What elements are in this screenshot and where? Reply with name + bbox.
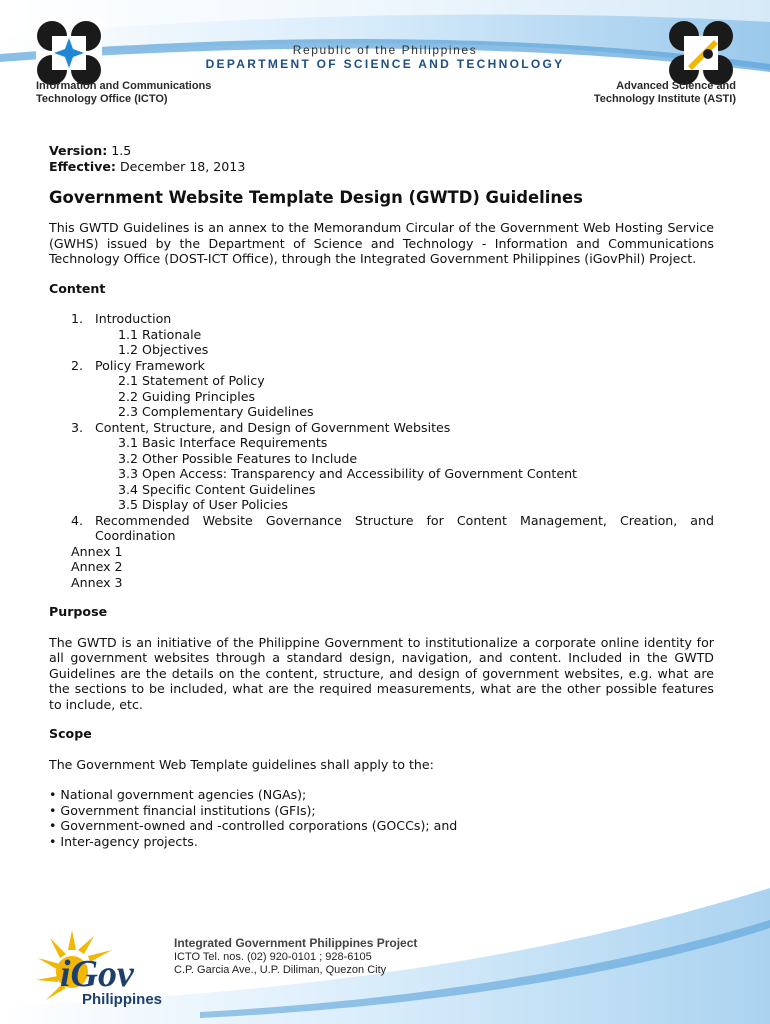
footer-title: Integrated Government Philippines Project bbox=[174, 936, 418, 950]
footer-phone: ICTO Tel. nos. (02) 920-0101 ; 928-6105 bbox=[174, 951, 372, 963]
annex-list: Annex 1 Annex 2 Annex 3 bbox=[71, 543, 123, 590]
list-item: • National government agencies (NGAs); bbox=[49, 787, 307, 802]
list-item: • Government-owned and -controlled corporations (GOCCs); and bbox=[49, 818, 458, 833]
content-heading: Content bbox=[49, 280, 106, 296]
effective-line: Effective: December 18, 2013 bbox=[49, 158, 246, 174]
toc-item: 2. Policy Framework 2.1 Statement of Policy 2.2 Guiding Principles 2.3 Complementary Guidelines bbox=[95, 358, 714, 420]
purpose-paragraph: The GWTD is an initiative of the Philippine Government to institutionalize a corporate online identity for all government websites through a standard design, navigation, and content. Included in the GWTD Guidelines are the details on the content, structure, and design of government websites, e.g. what are the sections to be included, what are the required measurements, what are the other possible features to include, etc. bbox=[49, 634, 714, 712]
logo-subtitle: Philippines bbox=[82, 991, 163, 1008]
document-body bbox=[49, 143, 714, 849]
version-line: Version: 1.5 bbox=[49, 143, 132, 158]
table-of-contents bbox=[49, 311, 714, 544]
toc-item: 3. Content, Structure, and Design of Government Websites 3.1 Basic Interface Requirements 3.2 Other Possible Features to Include 3.3 Open Access: Transparency and Accessibility of Government Content 3.4 Specific Content Guidelines 3.5 Display of User Policies bbox=[95, 420, 714, 513]
department-title: DEPARTMENT OF SCIENCE AND TECHNOLOGY bbox=[205, 57, 565, 71]
toc-item: 1. Introduction 1.1 Rationale 1.2 Objectives bbox=[95, 311, 714, 358]
toc-sublist: 3.1 Basic Interface Requirements 3.2 Other Possible Features to Include 3.3 Open Access: Transparency and Accessibility of Government Content 3.4 Specific Content Guidelines 3.5 Display of User Policies bbox=[118, 435, 577, 512]
republic-text: Republic of the Philippines bbox=[292, 43, 478, 57]
footer-contact bbox=[174, 936, 417, 977]
icto-label: Information and Communications Technology Office (ICTO) bbox=[36, 80, 212, 105]
footer-address: C.P. Garcia Ave., U.P. Diliman, Quezon City bbox=[174, 964, 387, 976]
intro-paragraph: This GWTD Guidelines is an annex to the Memorandum Circular of the Government Web Hosting Service (GWHS) issued by the Department of Science and Technology - Information and Communications Technology Office (DOST-ICT Office), through the Integrated Government Philippines (iGovPhil) Project. bbox=[49, 220, 714, 266]
page-title: Government Website Template Design (GWTD) Guidelines bbox=[49, 188, 583, 207]
toc-item: 4. Recommended Website Governance Structure for Content Management, Creation, and Coordination bbox=[71, 512, 714, 543]
asti-label: Advanced Science and Technology Institute (ASTI) bbox=[593, 80, 736, 105]
list-item: • Government financial institutions (GFIs); bbox=[49, 802, 316, 818]
header-title-block bbox=[160, 43, 610, 72]
purpose-heading: Purpose bbox=[49, 604, 108, 619]
scope-list bbox=[49, 787, 714, 849]
asti-logo-icon bbox=[668, 20, 734, 86]
igov-logo-icon bbox=[32, 928, 182, 1008]
logo-wordmark: iGov bbox=[60, 953, 134, 995]
toc-sublist: 1.1 Rationale 1.2 Objectives bbox=[118, 326, 209, 357]
toc-sublist: 2.1 Statement of Policy 2.2 Guiding Principles 2.3 Complementary Guidelines bbox=[118, 373, 314, 419]
scope-heading: Scope bbox=[49, 726, 92, 741]
list-item: • Inter-agency projects. bbox=[49, 833, 198, 849]
scope-intro: The Government Web Template guidelines shall apply to the: bbox=[49, 756, 434, 772]
dost-logo-icon bbox=[36, 20, 102, 86]
